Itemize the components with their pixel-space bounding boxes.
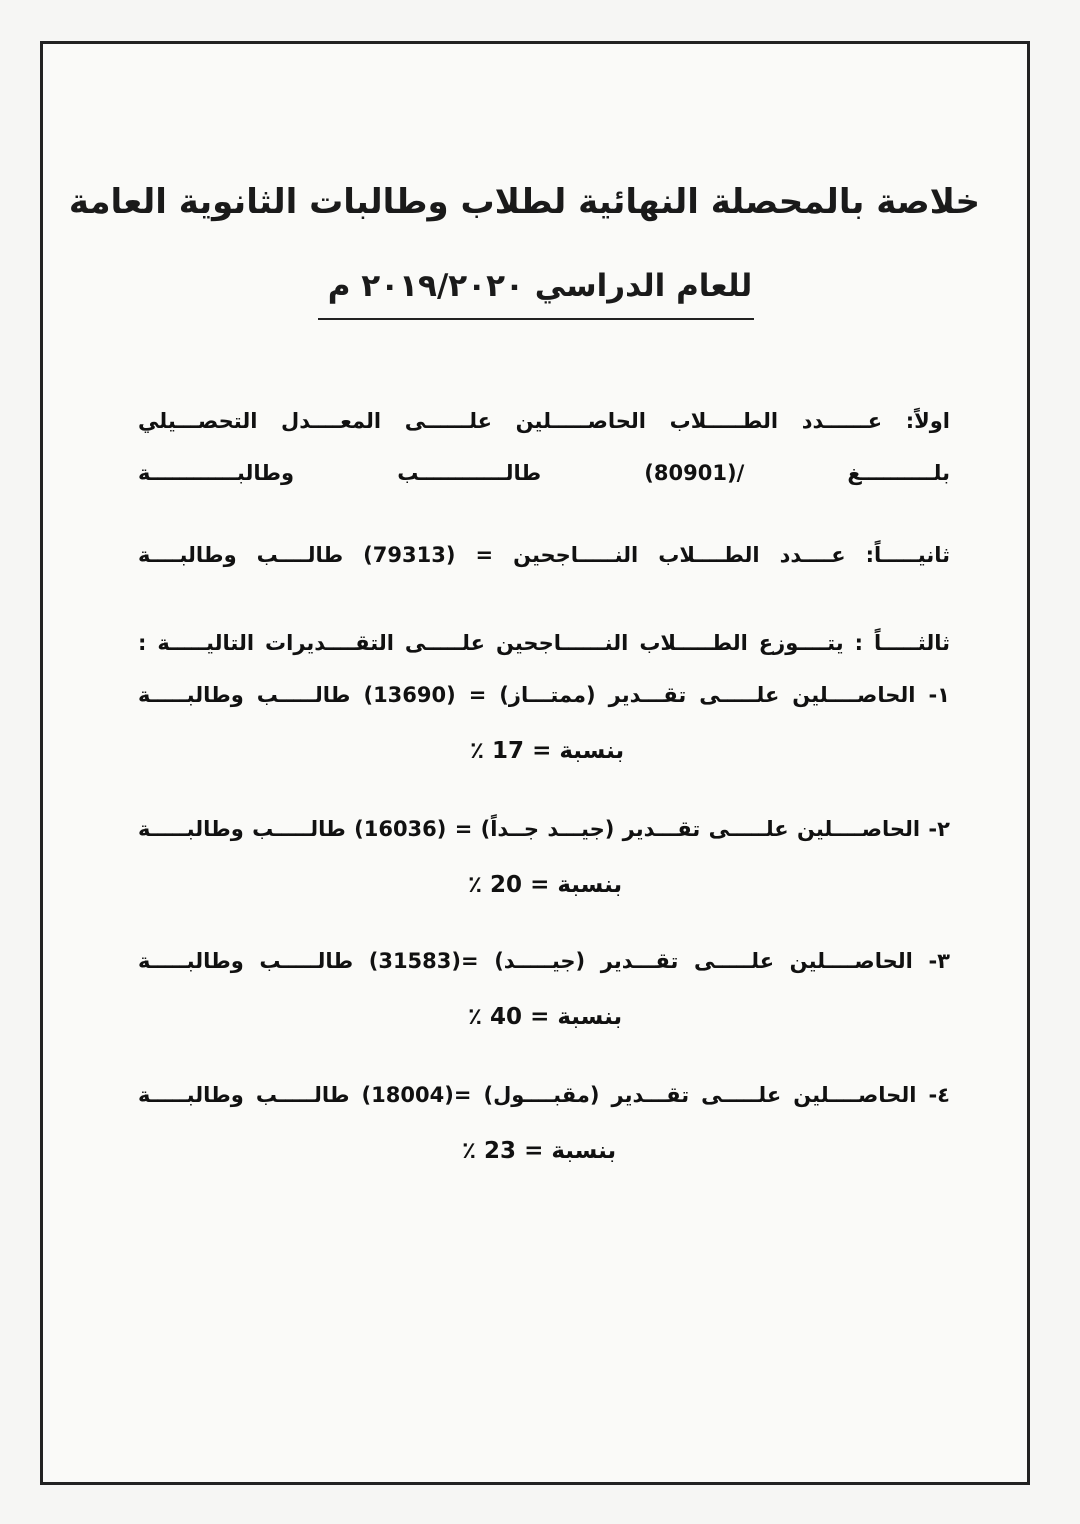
grade-percent-very-good: بنسبة = 20 ٪: [468, 872, 623, 898]
document-title: خلاصة بالمحصلة النهائية لطلاب وطالبات الثانوية العامة: [68, 182, 980, 222]
first-section-line-1: اولاً: عــــــدد الطـــــلاب الحاصـــــلين علــــــى المعــــدل التحصـــيلي: [138, 409, 950, 433]
grade-percent-good: بنسبة = 40 ٪: [468, 1004, 623, 1030]
grade-item-good: ٣- الحاصــــلين علـــــى تقـــدير (جيـــــد) =(31583) طالـــــب وطالبـــــة: [138, 949, 950, 973]
grade-item-excellent: ١- الحاصــــلين علـــــى تقـــدير (ممتـــاز) = (13690) طالـــــب وطالبـــــة: [138, 683, 950, 707]
grade-percent-excellent: بنسبة = 17 ٪: [470, 738, 625, 764]
third-section-intro: ثالثـــــاً : يتــــوزع الطـــــلاب النــــــاجحين علـــــى التقــــديرات التاليـــــة :: [138, 631, 950, 655]
grade-percent-pass: بنسبة = 23 ٪: [462, 1138, 617, 1164]
grade-item-very-good: ٢- الحاصــــلين علـــــى تقـــدير (جيـــد جــداً) = (16036) طالـــــب وطالبـــــة: [138, 817, 950, 841]
subtitle-underline: [318, 318, 754, 320]
grade-item-pass: ٤- الحاصــــلين علـــــى تقـــدير (مقبــــول) =(18004) طالـــــب وطالبـــــة: [138, 1083, 950, 1107]
first-section-line-2: بلــــــــــغ /(80901) طالــــــــــــب وطالبــــــــــــة: [138, 461, 950, 485]
academic-year-subtitle: للعام الدراسي ٢٠١٩/٢٠٢٠ م: [327, 268, 753, 304]
second-section-line: ثانيـــــاً: عــــدد الطــــلاب النـــــاجحين = (79313) طالــــب وطالبــــة: [138, 543, 950, 567]
